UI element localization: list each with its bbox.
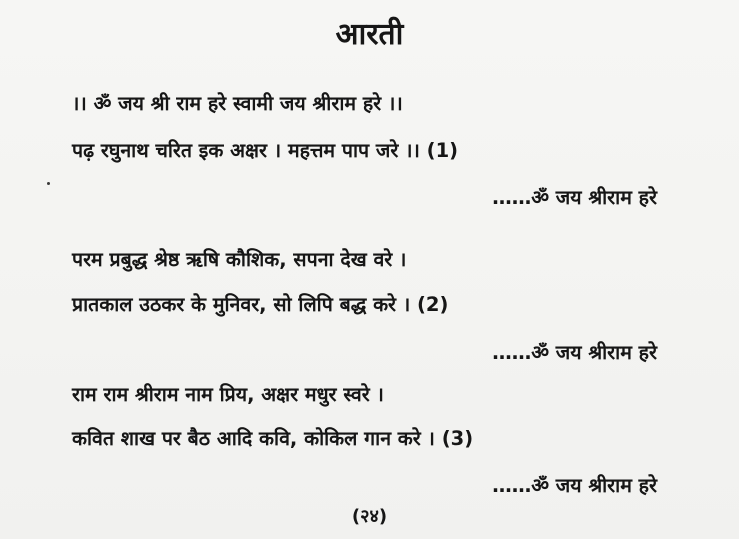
refrain-line-2: ……ॐ जय श्रीराम हरे xyxy=(492,341,657,364)
verse-line-3a: राम राम श्रीराम नाम प्रिय, अक्षर मधुर स्वरे । xyxy=(72,383,384,406)
verse-line-2a: परम प्रबुद्ध श्रेष्ठ ऋषि कौशिक, सपना देख वरे । xyxy=(72,248,407,271)
verse-line-2b: प्रातकाल उठकर के मुनिवर, सो लिपि बद्ध करे । (2) xyxy=(72,293,449,316)
verse-line-invocation: ।। ॐ जय श्री राम हरे स्वामी जय श्रीराम हरे ।। xyxy=(72,92,403,115)
verse-line-1: पढ़ रघुनाथ चरित इक अक्षर । महत्तम पाप जरे ।। (1) xyxy=(72,139,459,162)
print-speck xyxy=(47,182,50,185)
page-number: (२४) xyxy=(351,506,388,527)
refrain-line-1: ……ॐ जय श्रीराम हरे xyxy=(492,186,657,209)
page-title: आरती xyxy=(335,17,404,52)
refrain-line-3: ……ॐ जय श्रीराम हरे xyxy=(492,474,657,497)
verse-line-3b: कवित शाख पर बैठ आदि कवि, कोकिल गान करे । (3) xyxy=(72,427,474,450)
